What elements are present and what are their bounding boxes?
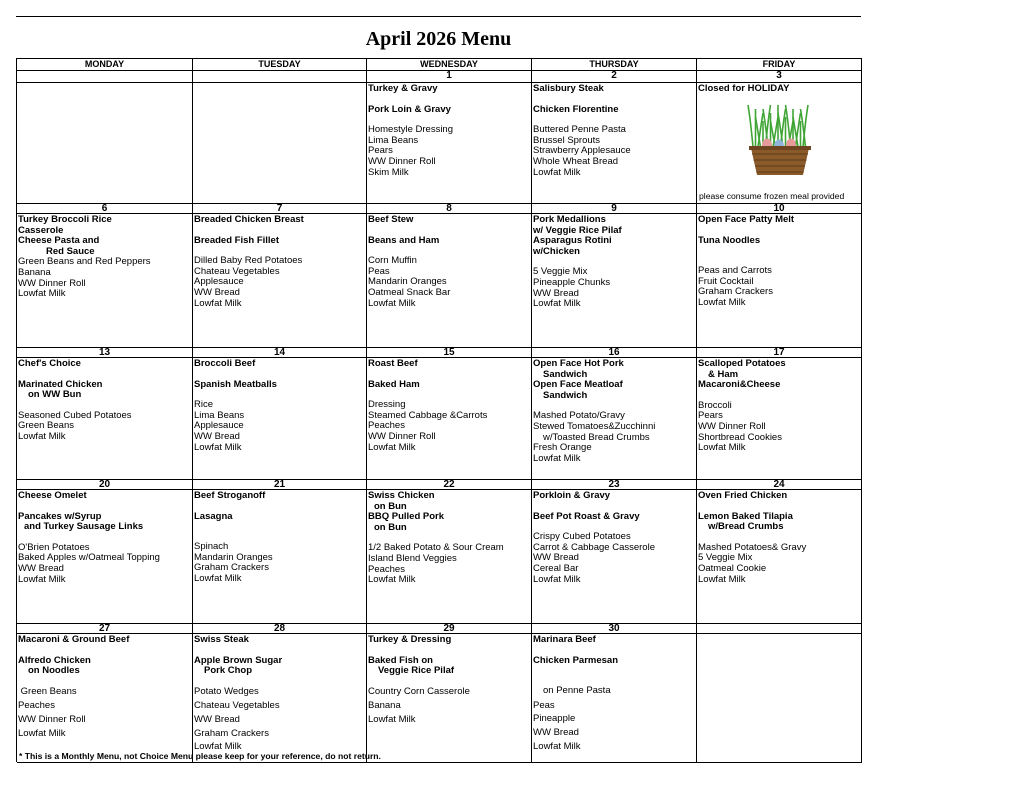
entree-item: Beef Stroganoff bbox=[194, 490, 266, 501]
date-number: 15 bbox=[367, 348, 532, 358]
side-item: Green Beans bbox=[18, 420, 74, 432]
side-item: Lowfat Milk bbox=[533, 740, 581, 752]
side-item: Fresh Orange bbox=[533, 442, 592, 454]
side-item: WW Bread bbox=[194, 713, 240, 725]
side-item: Mandarin Oranges bbox=[368, 276, 447, 288]
side-item: Homestyle Dressing bbox=[368, 124, 453, 136]
side-item: on Penne Pasta bbox=[543, 685, 611, 697]
side-item: Peas bbox=[533, 699, 555, 711]
entree-item: Macaroni & Ground Beef bbox=[18, 634, 130, 645]
side-item: WW Bread bbox=[194, 430, 240, 442]
day-menu-friday bbox=[697, 634, 862, 763]
side-item: WW Dinner Roll bbox=[368, 155, 436, 167]
date-number: 14 bbox=[193, 348, 367, 358]
entree-item: Red Sauce bbox=[46, 245, 95, 257]
side-item: Dressing bbox=[368, 399, 406, 411]
entree-item: Sandwich bbox=[543, 368, 588, 380]
day-menu-tuesday bbox=[193, 634, 367, 763]
side-item: Broccoli bbox=[698, 399, 732, 411]
date-number: 27 bbox=[17, 624, 193, 634]
side-item: Peaches bbox=[18, 700, 55, 712]
entree-item: on Bun bbox=[374, 500, 407, 512]
day-menu-wednesday bbox=[367, 214, 532, 348]
entree-item: Pancakes w/Syrup bbox=[18, 510, 102, 522]
side-item: Mandarin Oranges bbox=[194, 551, 273, 563]
day-menu-wednesday bbox=[367, 358, 532, 480]
side-item: Peas and Carrots bbox=[698, 265, 772, 277]
side-item: WW Dinner Roll bbox=[18, 277, 86, 289]
side-item: Lima Beans bbox=[194, 409, 245, 421]
entree-item: Swiss Steak bbox=[194, 634, 249, 645]
entree-item: Cheese Omelet bbox=[18, 490, 87, 501]
side-item: WW Bread bbox=[533, 287, 579, 299]
side-item: WW Dinner Roll bbox=[698, 420, 766, 432]
date-number: 3 bbox=[697, 71, 862, 83]
date-number: 16 bbox=[532, 348, 697, 358]
side-item: w/Toasted Bread Crumbs bbox=[543, 431, 650, 443]
entree-item: Salisbury Steak bbox=[533, 83, 604, 94]
side-item: Chateau Vegetables bbox=[194, 265, 280, 277]
entree-item: Sandwich bbox=[543, 389, 588, 401]
date-number: 8 bbox=[367, 204, 532, 214]
side-item: Fruit Cocktail bbox=[698, 275, 754, 287]
date-number: 1 bbox=[367, 71, 532, 83]
entree-item: Chicken Parmesan bbox=[533, 654, 619, 666]
day-header-friday: FRIDAY bbox=[697, 59, 862, 71]
side-item: Oatmeal Cookie bbox=[698, 562, 767, 574]
spacer bbox=[194, 390, 366, 400]
side-item: Pears bbox=[368, 145, 393, 157]
entree-item: Turkey & Dressing bbox=[368, 634, 452, 645]
spacer bbox=[698, 246, 861, 256]
entree-item: Oven Fried Chicken bbox=[698, 490, 788, 501]
date-empty bbox=[17, 71, 193, 83]
date-empty bbox=[193, 71, 367, 83]
side-item: Banana bbox=[18, 266, 51, 278]
side-item: Rice bbox=[194, 399, 214, 411]
side-item: Lowfat Milk bbox=[368, 297, 416, 309]
side-item: Lowfat Milk bbox=[698, 573, 746, 585]
entree-item: Pork Medallions bbox=[533, 214, 606, 225]
spacer bbox=[533, 666, 696, 676]
entree-item: Marinara Beef bbox=[533, 634, 596, 645]
date-number: 7 bbox=[193, 204, 367, 214]
entree-item: Porkloin & Gravy bbox=[533, 490, 611, 501]
entree-item: on WW Bun bbox=[28, 389, 82, 401]
day-menu-thursday bbox=[532, 214, 697, 348]
side-item: Island Blend Veggies bbox=[368, 552, 457, 564]
entree-item: Cheese Pasta and bbox=[18, 235, 100, 247]
side-item: Oatmeal Snack Bar bbox=[368, 286, 451, 298]
day-menu-friday bbox=[697, 358, 862, 480]
date-number: 29 bbox=[367, 624, 532, 634]
side-item: Skim Milk bbox=[368, 166, 409, 178]
entree-item: Breaded Chicken Breast bbox=[194, 214, 304, 225]
side-item: 1/2 Baked Potato & Sour Cream bbox=[368, 542, 504, 554]
entree-item: Alfredo Chicken bbox=[18, 654, 91, 666]
side-item: Mashed Potato/Gravy bbox=[533, 410, 625, 422]
side-item: Lowfat Milk bbox=[698, 296, 746, 308]
day-menu-tuesday bbox=[193, 490, 367, 624]
side-item: Lowfat Milk bbox=[18, 573, 66, 585]
side-item: Peaches bbox=[368, 563, 405, 575]
side-item: Stewed Tomatoes&Zucchinni bbox=[533, 420, 656, 432]
side-item: Whole Wheat Bread bbox=[533, 155, 619, 167]
entree-item: Closed for HOLIDAY bbox=[698, 83, 790, 94]
entree-item: Tuna Noodles bbox=[698, 234, 761, 246]
holiday-note: please consume frozen meal provided bbox=[699, 191, 845, 202]
footnote: * This is a Monthly Menu, not Choice Menu please keep for your reference, do not return. bbox=[19, 751, 381, 762]
side-item: WW Bread bbox=[533, 552, 579, 564]
side-item: Lima Beans bbox=[368, 134, 419, 146]
side-item: Dilled Baby Red Potatoes bbox=[194, 255, 303, 267]
day-menu-friday bbox=[697, 214, 862, 348]
side-item: Lowfat Milk bbox=[194, 741, 242, 753]
day-menu-thursday bbox=[532, 83, 697, 204]
day-menu-tuesday bbox=[193, 358, 367, 480]
side-item: Lowfat Milk bbox=[194, 572, 242, 584]
spacer bbox=[194, 522, 366, 532]
entree-item: w/Bread Crumbs bbox=[708, 521, 784, 533]
holiday-cell bbox=[698, 84, 861, 203]
day-menu-monday bbox=[17, 83, 193, 204]
date-number: 9 bbox=[532, 204, 697, 214]
entree-item: Beans and Ham bbox=[368, 234, 440, 246]
entree-item: Swiss Chicken bbox=[368, 490, 435, 501]
entree-item: Casserole bbox=[18, 224, 64, 236]
date-number: 20 bbox=[17, 480, 193, 490]
side-item: Lowfat Milk bbox=[18, 288, 66, 300]
entree-item: Chef's Choice bbox=[18, 358, 81, 369]
entree-item: on Noodles bbox=[28, 665, 80, 677]
day-menu-monday bbox=[17, 490, 193, 624]
entree-item: Lasagna bbox=[194, 510, 233, 522]
side-item: Spinach bbox=[194, 541, 229, 553]
side-item: Crispy Cubed Potatoes bbox=[533, 531, 631, 543]
date-number: 28 bbox=[193, 624, 367, 634]
side-item: Pineapple Chunks bbox=[533, 276, 611, 288]
side-item: Peaches bbox=[368, 420, 405, 432]
side-item: Lowfat Milk bbox=[194, 297, 242, 309]
side-item: Steamed Cabbage &Carrots bbox=[368, 409, 488, 421]
entree-item: w/ Veggie Rice Pilaf bbox=[533, 224, 622, 236]
date-number: 10 bbox=[697, 204, 862, 214]
side-item: Lowfat Milk bbox=[368, 713, 416, 725]
entree-item: Pork Chop bbox=[204, 665, 253, 677]
entree-item: on Bun bbox=[374, 521, 407, 533]
side-item: Lowfat Milk bbox=[533, 573, 581, 585]
side-item: Chateau Vegetables bbox=[194, 700, 280, 712]
side-item: Pineapple bbox=[533, 713, 576, 725]
side-item: WW Bread bbox=[194, 286, 240, 298]
side-item: 5 Veggie Mix bbox=[698, 552, 753, 564]
side-item: Lowfat Milk bbox=[533, 452, 581, 464]
side-item: Carrot & Cabbage Casserole bbox=[533, 541, 655, 553]
side-item: Corn Muffin bbox=[368, 255, 417, 267]
date-number: 17 bbox=[697, 348, 862, 358]
side-item: 5 Veggie Mix bbox=[533, 266, 588, 278]
entree-item: Spanish Meatballs bbox=[194, 378, 277, 390]
day-header-monday: MONDAY bbox=[17, 59, 193, 71]
date-empty bbox=[697, 624, 862, 634]
day-menu-wednesday bbox=[367, 83, 532, 204]
entree-item: Beef Stew bbox=[368, 214, 414, 225]
day-menu-monday bbox=[17, 214, 193, 348]
side-item: WW Dinner Roll bbox=[368, 430, 436, 442]
day-menu-wednesday bbox=[367, 634, 532, 763]
date-number: 22 bbox=[367, 480, 532, 490]
entree-item: and Turkey Sausage Links bbox=[24, 521, 144, 533]
side-item: Lowfat Milk bbox=[368, 574, 416, 586]
side-item: WW Bread bbox=[533, 726, 579, 738]
side-item: Graham Crackers bbox=[194, 562, 269, 574]
entree-item: Breaded Fish Fillet bbox=[194, 234, 279, 246]
side-item: Mashed Potatoes& Gravy bbox=[698, 541, 807, 553]
day-menu-wednesday bbox=[367, 490, 532, 624]
day-header-tuesday: TUESDAY bbox=[193, 59, 367, 71]
day-menu-friday bbox=[697, 83, 862, 204]
side-item: Lowfat Milk bbox=[368, 441, 416, 453]
side-item: Brussel Sprouts bbox=[533, 134, 601, 146]
date-number: 23 bbox=[532, 480, 697, 490]
entree-item: Broccoli Beef bbox=[194, 358, 256, 369]
side-item: Graham Crackers bbox=[194, 727, 269, 739]
entree-item: Roast Beef bbox=[368, 358, 418, 369]
side-item: Green Beans bbox=[18, 685, 77, 697]
entree-item: Turkey Broccoli Rice bbox=[18, 214, 112, 225]
day-menu-thursday bbox=[532, 634, 697, 763]
side-item: Lowfat Milk bbox=[698, 442, 746, 454]
side-item: Lowfat Milk bbox=[533, 166, 581, 178]
side-item: Graham Crackers bbox=[698, 286, 773, 298]
entree-item: Open Face Hot Pork bbox=[533, 358, 624, 369]
day-menu-monday bbox=[17, 358, 193, 480]
entree-item: Scalloped Potatoes bbox=[698, 358, 786, 369]
entree-item: BBQ Pulled Pork bbox=[368, 511, 445, 523]
side-item: Country Corn Casserole bbox=[368, 685, 470, 697]
side-item: Applesauce bbox=[194, 420, 244, 432]
date-number: 21 bbox=[193, 480, 367, 490]
side-item: O'Brien Potatoes bbox=[18, 541, 90, 553]
day-menu-tuesday bbox=[193, 214, 367, 348]
day-menu-friday bbox=[697, 490, 862, 624]
side-item: Pears bbox=[698, 410, 723, 422]
page-title: April 2026 Menu bbox=[365, 28, 512, 50]
entree-item: Pork Loin & Gravy bbox=[368, 103, 451, 115]
entree-item: Beef Pot Roast & Gravy bbox=[533, 510, 640, 522]
entree-item: Baked Fish on bbox=[368, 654, 433, 666]
entree-item: w/Chicken bbox=[533, 245, 580, 257]
side-item: Applesauce bbox=[194, 276, 244, 288]
side-item: Potato Wedges bbox=[194, 685, 259, 697]
entree-item: Open Face Patty Melt bbox=[698, 214, 795, 225]
side-item: Cereal Bar bbox=[533, 562, 579, 574]
side-item: Lowfat Milk bbox=[18, 727, 66, 739]
entree-item: Chicken Florentine bbox=[533, 103, 619, 115]
side-item: Lowfat Milk bbox=[18, 430, 66, 442]
menu-calendar bbox=[16, 58, 862, 762]
date-number: 6 bbox=[17, 204, 193, 214]
side-item: Peas bbox=[368, 265, 390, 277]
side-item: Lowfat Milk bbox=[194, 441, 242, 453]
side-item: Banana bbox=[368, 700, 401, 712]
entree-item: Open Face Meatloaf bbox=[533, 379, 623, 391]
day-menu-tuesday bbox=[193, 83, 367, 204]
side-item: Green Beans and Red Peppers bbox=[18, 256, 151, 268]
date-number: 30 bbox=[532, 624, 697, 634]
entree-item: Marinated Chicken bbox=[18, 378, 103, 390]
date-number: 2 bbox=[532, 71, 697, 83]
easter-basket-icon bbox=[745, 101, 815, 179]
entree-item: Apple Brown Sugar bbox=[194, 654, 283, 666]
date-number: 13 bbox=[17, 348, 193, 358]
side-item: Lowfat Milk bbox=[533, 298, 581, 310]
entree-item: & Ham bbox=[708, 368, 739, 380]
entree-item: Asparagus Rotini bbox=[533, 235, 612, 247]
side-item: Baked Apples w/Oatmeal Topping bbox=[18, 552, 160, 564]
day-menu-thursday bbox=[532, 358, 697, 480]
entree-item: Lemon Baked Tilapia bbox=[698, 510, 793, 522]
top-rule bbox=[16, 16, 861, 17]
day-header-wednesday: WEDNESDAY bbox=[367, 59, 532, 71]
side-item: Strawberry Applesauce bbox=[533, 145, 631, 157]
date-number: 24 bbox=[697, 480, 862, 490]
side-item: Buttered Penne Pasta bbox=[533, 124, 626, 136]
side-item: WW Dinner Roll bbox=[18, 713, 86, 725]
entree-item: Veggie Rice Pilaf bbox=[378, 665, 455, 677]
entree-item: Turkey & Gravy bbox=[368, 83, 438, 94]
side-item: Shortbread Cookies bbox=[698, 431, 782, 443]
day-header-thursday: THURSDAY bbox=[532, 59, 697, 71]
entree-item: Baked Ham bbox=[368, 378, 420, 390]
entree-item: Macaroni&Cheese bbox=[698, 379, 781, 391]
side-item: Seasoned Cubed Potatoes bbox=[18, 409, 132, 421]
side-item: WW Bread bbox=[18, 562, 64, 574]
day-menu-thursday bbox=[532, 490, 697, 624]
